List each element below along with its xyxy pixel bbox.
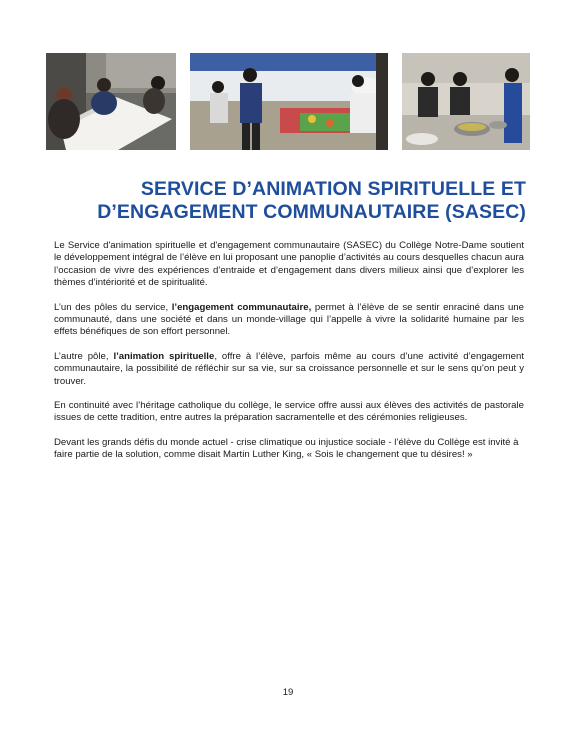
title-line-1: SERVICE D’ANIMATION SPIRITUELLE ET <box>140 178 526 200</box>
paragraph-text: L’un des pôles du service, <box>54 301 172 313</box>
paragraph-text: , offre à l’élève, parfois même au cours d’une activité d’engagement communautaire, la possibilité de réfléchir sur sa vie, sur sa croissance personnelle et sur le sens qu’on peut y trouver. <box>54 350 525 387</box>
paragraph-conclusion: Devant les grands défis du monde actuel - crise climatique ou injustice sociale - l’élève du Collège est invité à faire partie de la solution, comme disait Martin Luther King, « Sois le changement que tu désires! » <box>54 436 519 461</box>
paragraph-engagement <box>54 302 524 339</box>
title-line-2: D’ENGAGEMENT COMMUNAUTAIRE (SASEC) <box>97 201 526 223</box>
paragraph-intro: Le Service d'animation spirituelle et d'engagement communautaire (SASEC) du Collège Notre-Dame soutient le développement intégral de l’élève en lui proposant une panoplie d’activités au cours desquelles chacun aura l’occasion de vivre des expériences d’entraide et d’engagement dans divers milieux ainsi que d’explorer les thèmes d’intériorité et de spiritualité. <box>54 240 524 289</box>
paragraph-animation <box>54 351 524 388</box>
page-title <box>46 178 526 224</box>
bold-term: l’animation spirituelle <box>113 350 215 362</box>
paragraph-text: permet à l’élève de se sentir enraciné dans une communauté, dans une société et dans un monde-village qui l’appelle à vivre la solidarité humaine par les effets bénéfiques de son effort personnel. <box>54 301 524 338</box>
bold-term: l’engagement communautaire, <box>171 301 312 313</box>
paragraph-tradition: En continuité avec l’héritage catholique du collège, le service offre aussi aux élèves des activités de pastorale issues de cette tradition, entre autres la préparation sacramentelle et des cérémonies religieuses. <box>54 400 524 424</box>
group-cooking-in-kitchen-icon <box>402 53 530 150</box>
students-working-on-large-paper-icon <box>46 53 176 150</box>
photo-strip <box>46 53 530 150</box>
body-text <box>54 240 524 474</box>
outdoor-market-stand-icon <box>190 53 388 150</box>
page-number: 19 <box>282 687 294 698</box>
paragraph-text: L’autre pôle, <box>54 350 114 362</box>
